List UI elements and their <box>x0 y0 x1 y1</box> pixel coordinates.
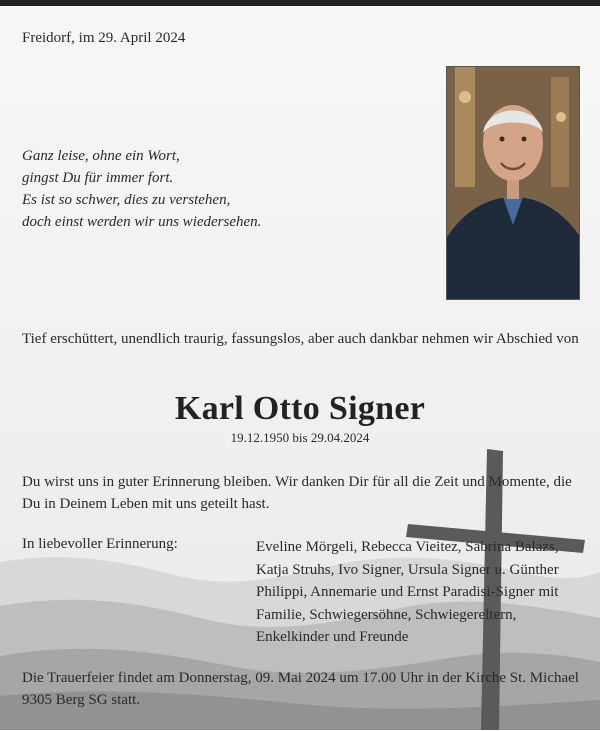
deceased-name: Karl Otto Signer <box>174 390 426 427</box>
intro-text: Tief erschüttert, unendlich traurig, fassungslos, aber auch dankbar nehmen wir Abschied von <box>22 331 579 347</box>
funeral-info: Die Trauerfeier findet am Donnerstag, 09. Mai 2024 um 17.00 Uhr in der Kirche St. Michael 9305 Berg SG statt. <box>22 670 579 708</box>
place-date: Freidorf, im 29. April 2024 <box>22 30 186 46</box>
memory-label: In liebevoller Erinnerung: <box>22 536 178 552</box>
poem-line: Es ist so schwer, dies zu verstehen, <box>22 192 231 208</box>
thanks-text: Du wirst uns in guter Erinnerung bleiben. Wir danken Dir für all die Zeit und Momente, die Du in Deinem Leben mit uns geteilt hast. <box>22 474 572 512</box>
poem-line: gingst Du für immer fort. <box>22 170 174 186</box>
poem-line: doch einst werden wir uns wiedersehen. <box>22 214 262 230</box>
poem <box>22 145 261 233</box>
poem-line: Ganz leise, ohne ein Wort, <box>22 148 180 164</box>
portrait-photo <box>446 66 580 300</box>
portrait-illustration <box>447 67 579 299</box>
mourners-list: Eveline Mörgeli, Rebecca Vieitez, Sabrina Balazs, Katja Struhs, Ivo Signer, Ursula Signer u. Günther Philippi, Annemarie und Ernst Paradisi-Signer mit Familie, Schwiegersöhne, Schwiegereltern, Enkelkinder und Freunde <box>256 539 559 645</box>
life-dates: 19.12.1950 bis 29.04.2024 <box>230 430 370 445</box>
obituary-card <box>0 6 600 730</box>
